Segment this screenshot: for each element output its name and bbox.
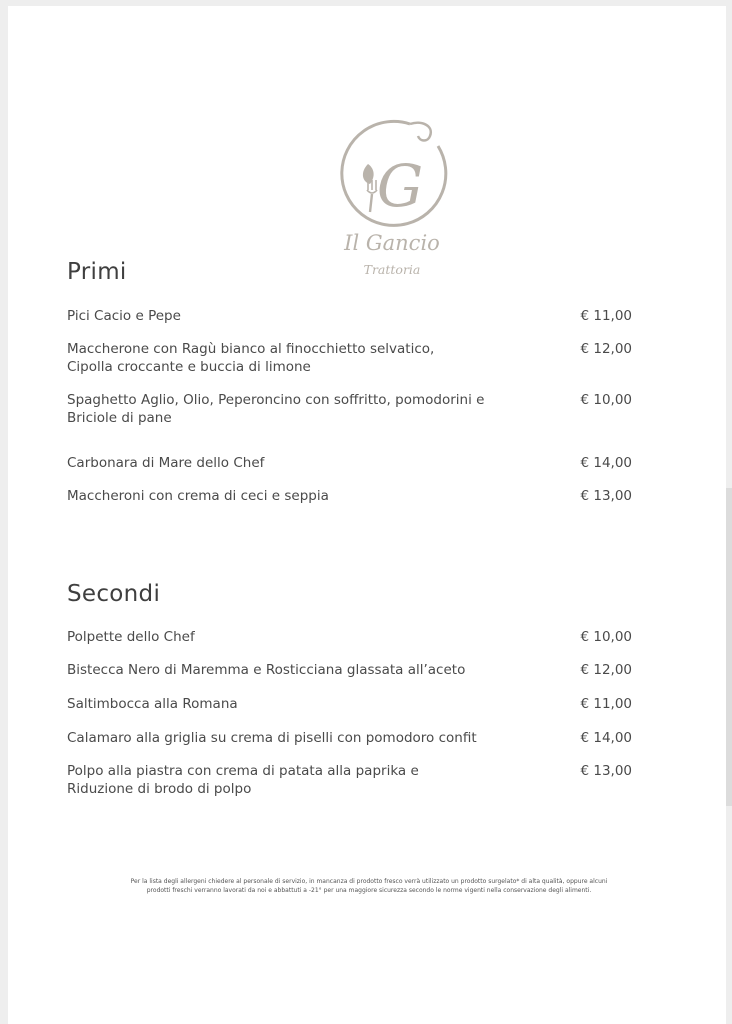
menu-item-name: Calamaro alla griglia su crema di piselli con pomodoro confit — [67, 730, 477, 746]
logo-brand-name: Il Gancio — [344, 231, 440, 255]
restaurant-logo — [330, 116, 460, 286]
menu-item-price: € 10,00 — [580, 392, 632, 408]
menu-item-price: € 14,00 — [580, 730, 632, 746]
section-title-primi: Primi — [67, 259, 127, 285]
menu-item-price: € 12,00 — [580, 662, 632, 678]
footnote-line-2: prodotti freschi verranno lavorati da noi e abbattuti a -21° per una maggiore sicurezza secondo le norme vigenti nella conservazione degli alimenti. — [146, 887, 592, 894]
menu-item-name: Polpette dello Chef — [67, 629, 195, 645]
menu-item-name: Spaghetto Aglio, Olio, Peperoncino con soffritto, pomodorini e Briciole di pane — [67, 392, 485, 426]
section-title-secondi: Secondi — [67, 581, 161, 607]
menu-item-price: € 10,00 — [580, 629, 632, 645]
menu-item-name: Polpo alla piastra con crema di patata alla paprika e Riduzione di brodo di polpo — [67, 763, 419, 797]
menu-item-price: € 12,00 — [580, 341, 632, 357]
menu-item-name: Saltimbocca alla Romana — [67, 696, 238, 712]
menu-item-price: € 14,00 — [580, 455, 632, 471]
footnote-line-1: Per la lista degli allergeni chiedere al personale di servizio, in mancanza di prodotto fresco verrà utilizzato un prodotto surgelato* di alta qualità, oppure alcuni — [130, 878, 608, 885]
logo-monogram: G — [376, 152, 424, 220]
menu-item-name: Maccheroni con crema di ceci e seppia — [67, 488, 329, 504]
menu-item-name: Bistecca Nero di Maremma e Rosticciana glassata all’aceto — [67, 662, 466, 678]
fork-leaf-icon — [363, 164, 377, 212]
logo-subtitle: Trattoria — [363, 262, 421, 277]
menu-item-name: Pici Cacio e Pepe — [67, 308, 181, 324]
menu-item-price: € 11,00 — [580, 696, 632, 712]
menu-item-price: € 11,00 — [580, 308, 632, 324]
menu-item-price: € 13,00 — [580, 488, 632, 504]
menu-item-name: Carbonara di Mare dello Chef — [67, 455, 265, 471]
page-edge-shadow — [726, 488, 732, 806]
allergen-footnote — [78, 877, 660, 895]
menu-item-price: € 13,00 — [580, 763, 632, 779]
menu-item-name: Maccherone con Ragù bianco al finocchietto selvatico, Cipolla croccante e buccia di limone — [67, 341, 435, 375]
